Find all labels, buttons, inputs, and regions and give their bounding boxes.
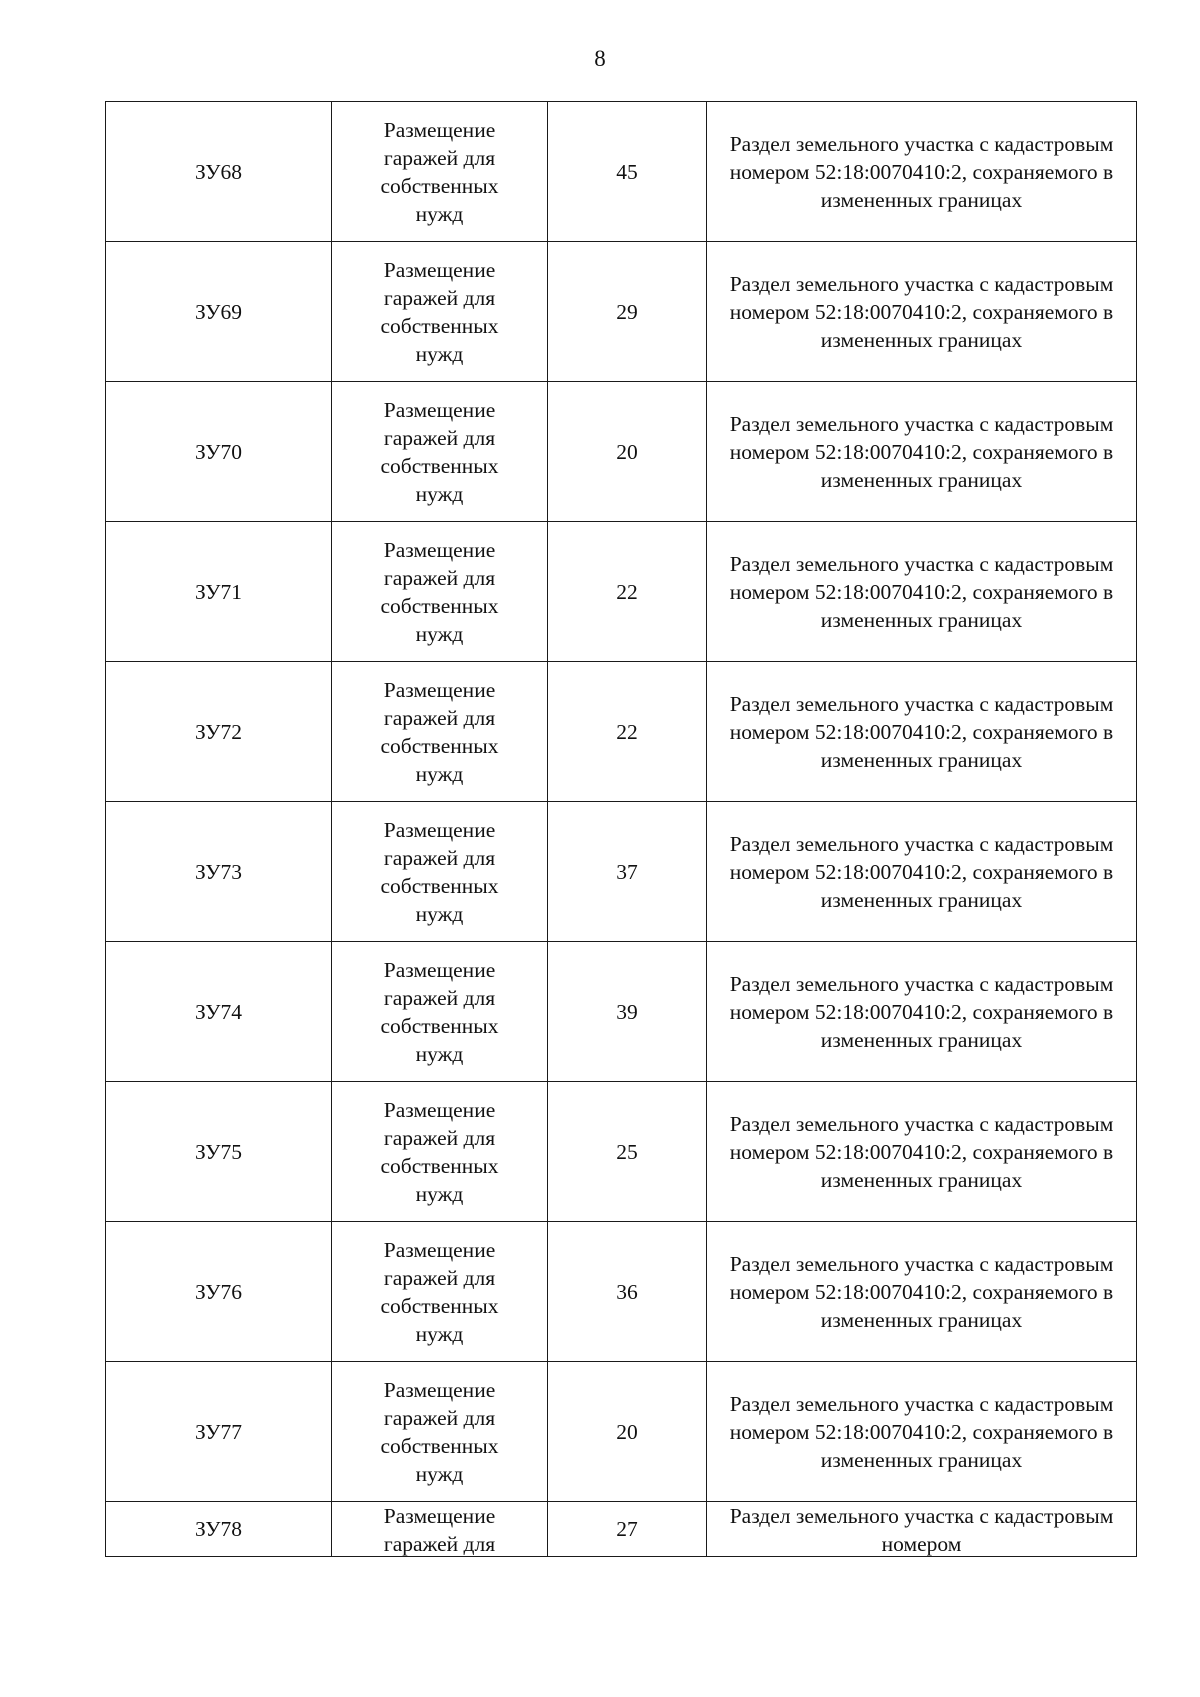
- area-cell: 27: [548, 1502, 707, 1557]
- permitted-use-cell: [332, 382, 548, 522]
- permitted-use-text: Размещение гаражей для собственных нужд: [380, 677, 499, 786]
- plot-id-cell: ЗУ72: [106, 662, 332, 802]
- plot-id-cell: ЗУ68: [106, 102, 332, 242]
- area-cell: 20: [548, 1362, 707, 1502]
- area-cell: 37: [548, 802, 707, 942]
- plot-id-cell: ЗУ78: [106, 1502, 332, 1557]
- formation-note-cell: [707, 522, 1137, 662]
- permitted-use-cell: [332, 1082, 548, 1222]
- formation-note-text: Раздел земельного участка с кадастровым номером 52:18:0070410:2, сохраняемого в измененных границах: [729, 131, 1114, 212]
- table-row: [106, 1222, 1137, 1362]
- formation-note-text: Раздел земельного участка с кадастровым номером 52:18:0070410:2, сохраняемого в измененных границах: [729, 1391, 1114, 1472]
- permitted-use-text: Размещение гаражей для собственных нужд: [380, 1377, 499, 1486]
- plot-id-cell: ЗУ70: [106, 382, 332, 522]
- area-cell: 29: [548, 242, 707, 382]
- formation-note-text: Раздел земельного участка с кадастровым номером 52:18:0070410:2, сохраняемого в измененных границах: [729, 551, 1114, 632]
- plot-id-cell: ЗУ73: [106, 802, 332, 942]
- permitted-use-cell: [332, 802, 548, 942]
- table-row-partial: [106, 1502, 1137, 1557]
- permitted-use-text: Размещение гаражей для собственных нужд: [380, 957, 499, 1066]
- permitted-use-text: Размещение гаражей для собственных нужд: [380, 1097, 499, 1206]
- area-cell: 25: [548, 1082, 707, 1222]
- formation-note-cell: [707, 382, 1137, 522]
- table-row: [106, 242, 1137, 382]
- formation-note-cell: [707, 242, 1137, 382]
- area-cell: 39: [548, 942, 707, 1082]
- permitted-use-text: Размещение гаражей для собственных нужд: [380, 1237, 499, 1346]
- formation-note-cell: [707, 662, 1137, 802]
- plot-id-cell: ЗУ76: [106, 1222, 332, 1362]
- area-cell: 45: [548, 102, 707, 242]
- table-row: [106, 942, 1137, 1082]
- area-cell: 20: [548, 382, 707, 522]
- table-body: [106, 102, 1137, 1557]
- formation-note-cell: [707, 1082, 1137, 1222]
- permitted-use-cell: [332, 662, 548, 802]
- formation-note-cell: [707, 802, 1137, 942]
- table-row: [106, 522, 1137, 662]
- formation-note-text: Раздел земельного участка с кадастровым номером 52:18:0070410:2, сохраняемого в измененных границах: [729, 831, 1114, 912]
- plot-id-cell: ЗУ69: [106, 242, 332, 382]
- permitted-use-cell: [332, 242, 548, 382]
- permitted-use-cell: [332, 942, 548, 1082]
- formation-note-cell: [707, 942, 1137, 1082]
- table-row: [106, 102, 1137, 242]
- plot-id-cell: ЗУ74: [106, 942, 332, 1082]
- permitted-use-cell: [332, 102, 548, 242]
- formation-note-text: Раздел земельного участка с кадастровым номером 52:18:0070410:2, сохраняемого в измененных границах: [729, 1251, 1114, 1332]
- table-row: [106, 1362, 1137, 1502]
- table-row: [106, 662, 1137, 802]
- formation-note-text: Раздел земельного участка с кадастровым номером 52:18:0070410:2, сохраняемого в измененных границах: [729, 691, 1114, 772]
- table-row: [106, 1082, 1137, 1222]
- permitted-use-text: Размещение гаражей для собственных нужд: [380, 397, 499, 506]
- permitted-use-cell: [332, 1502, 548, 1557]
- permitted-use-text: Размещение гаражей для собственных нужд: [380, 117, 499, 226]
- formation-note-cell: [707, 102, 1137, 242]
- permitted-use-text: Размещение гаражей для собственных нужд: [380, 537, 499, 646]
- formation-note-cell: [707, 1362, 1137, 1502]
- formation-note-text: Раздел земельного участка с кадастровым номером 52:18:0070410:2, сохраняемого в измененных границах: [729, 971, 1114, 1052]
- area-cell: 22: [548, 662, 707, 802]
- area-cell: 36: [548, 1222, 707, 1362]
- formation-note-text: Раздел земельного участка с кадастровым номером 52:18:0070410:2, сохраняемого в измененных границах: [729, 1111, 1114, 1192]
- area-cell: 22: [548, 522, 707, 662]
- permitted-use-text: Размещение гаражей для: [383, 1504, 496, 1556]
- table-row: [106, 802, 1137, 942]
- formation-note-cell: [707, 1222, 1137, 1362]
- plot-id-cell: ЗУ71: [106, 522, 332, 662]
- formation-note-text: Раздел земельного участка с кадастровым номером 52:18:0070410:2, сохраняемого в измененных границах: [729, 271, 1114, 352]
- permitted-use-text: Размещение гаражей для собственных нужд: [380, 257, 499, 366]
- permitted-use-cell: [332, 522, 548, 662]
- formation-note-cell: [707, 1502, 1137, 1557]
- permitted-use-cell: [332, 1222, 548, 1362]
- land-plots-table: [105, 101, 1137, 1557]
- plot-id-cell: ЗУ77: [106, 1362, 332, 1502]
- plot-id-cell: ЗУ75: [106, 1082, 332, 1222]
- formation-note-text: Раздел земельного участка с кадастровым номером 52:18:0070410:2, сохраняемого в измененных границах: [729, 411, 1114, 492]
- formation-note-text: Раздел земельного участка с кадастровым номером: [729, 1504, 1114, 1556]
- table-row: [106, 382, 1137, 522]
- permitted-use-cell: [332, 1362, 548, 1502]
- permitted-use-text: Размещение гаражей для собственных нужд: [380, 817, 499, 926]
- page-number: 8: [594, 46, 606, 71]
